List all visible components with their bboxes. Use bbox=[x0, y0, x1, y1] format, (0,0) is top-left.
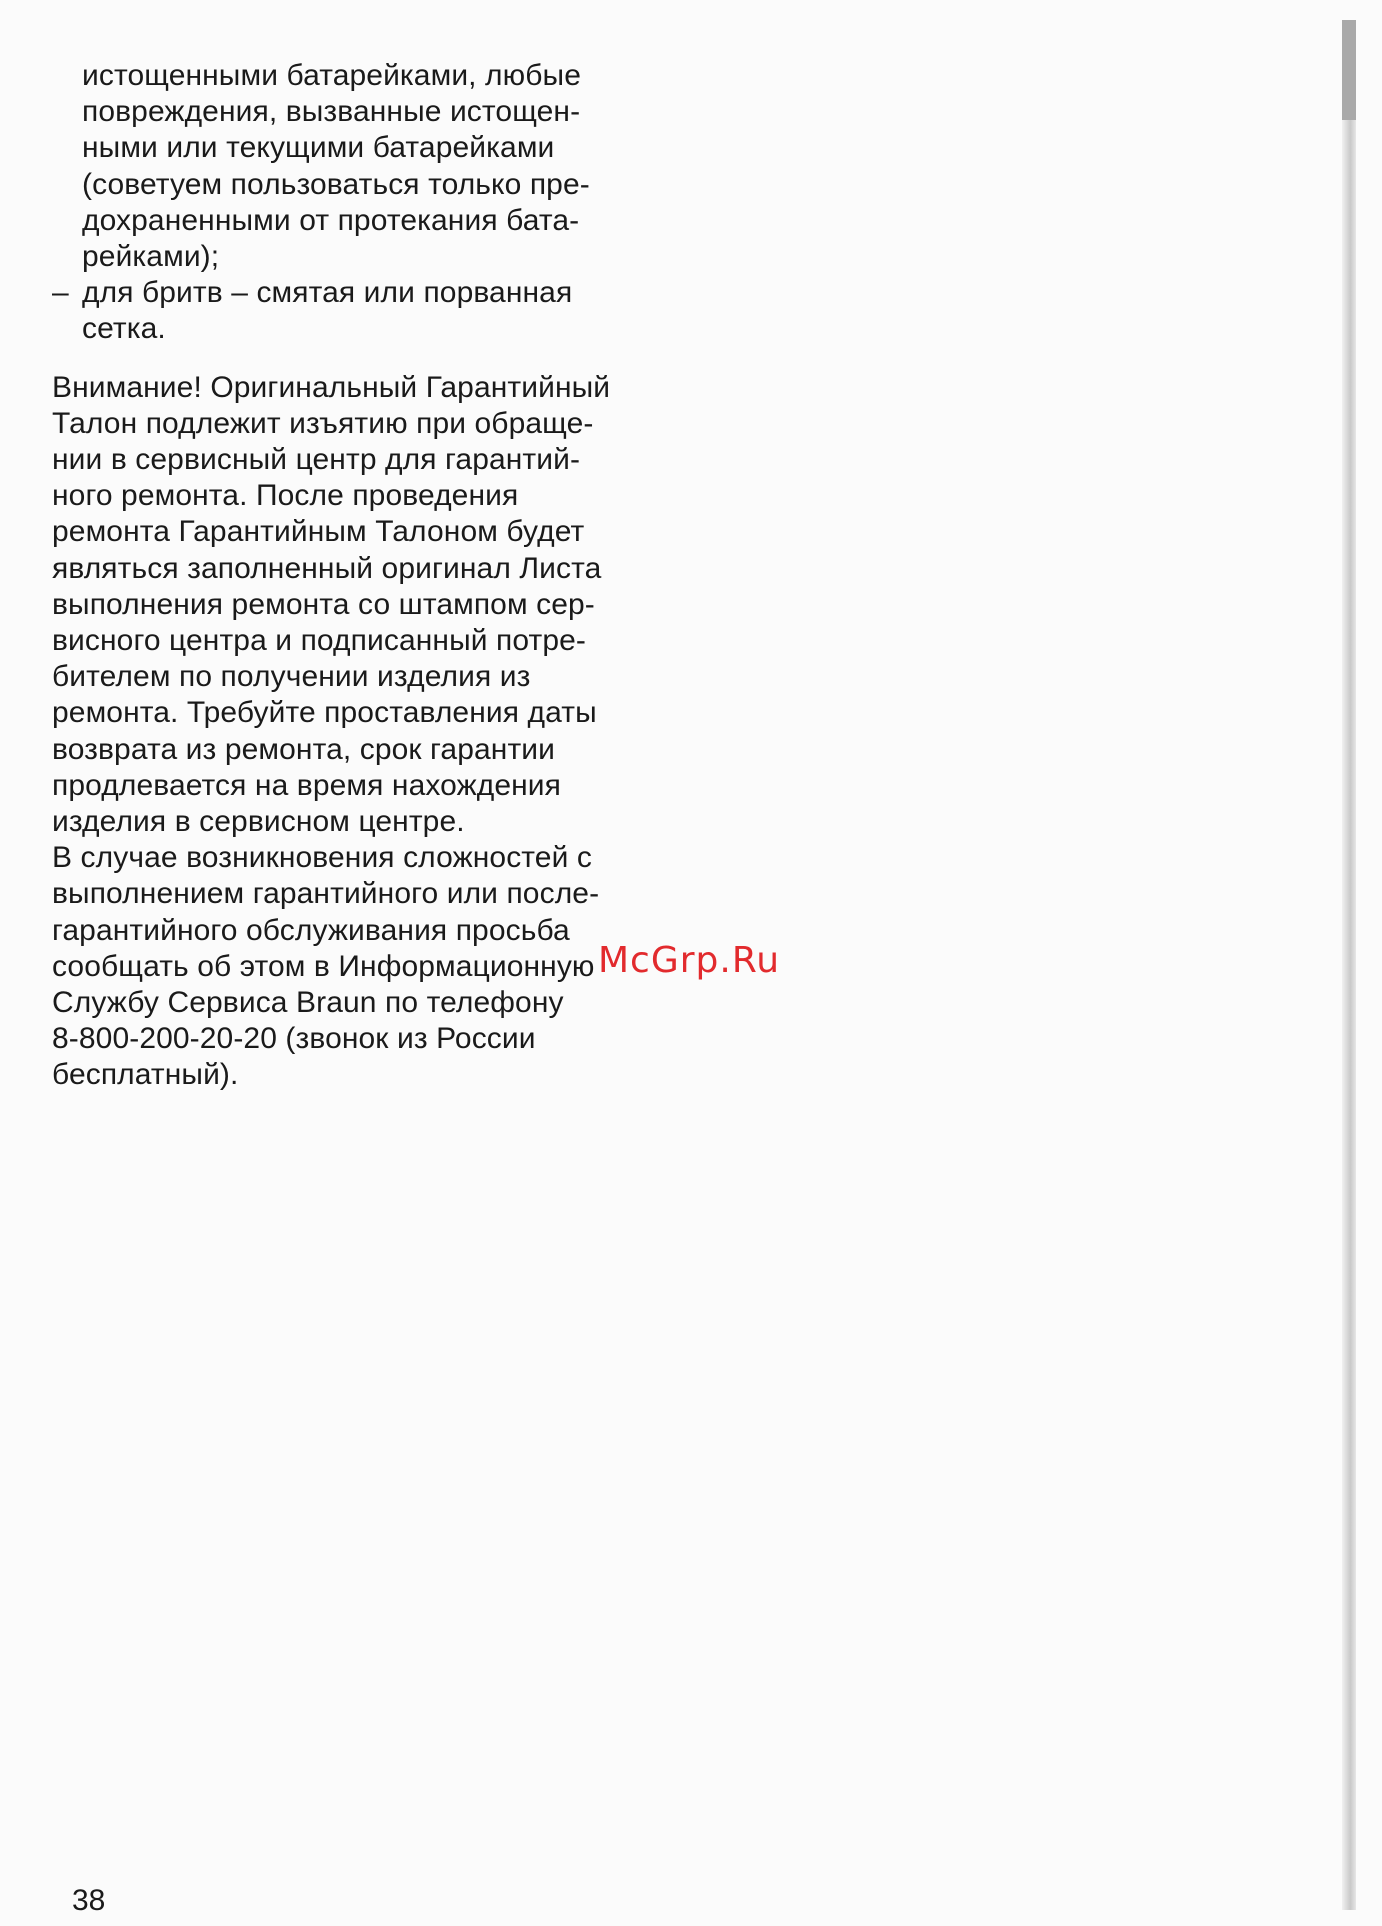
text-line: ремонта. Требуйте проставления даты bbox=[52, 696, 597, 730]
text-line: Талон подлежит изъятию при обраще- bbox=[52, 406, 594, 440]
text-line: бесплатный). bbox=[52, 1058, 239, 1092]
text-line: ного ремонта. После проведения bbox=[52, 479, 519, 513]
text-line: 8-800-200-20-20 (звонок из России bbox=[52, 1022, 536, 1056]
page-number: 38 bbox=[72, 1884, 106, 1917]
text-line: возврата из ремонта, срок гарантии bbox=[52, 732, 556, 766]
page-edge-shadow bbox=[1342, 20, 1356, 1910]
text-line: истощенными батарейками, любые bbox=[82, 59, 581, 92]
paragraph-gap bbox=[52, 348, 692, 370]
text-line: Службу Сервиса Braun по телефону bbox=[52, 986, 564, 1020]
text-line: нии в сервисный центр для гарантий- bbox=[52, 443, 581, 477]
text-line: изделия в сервисном центре. bbox=[52, 805, 465, 839]
text-line: гарантийного обслуживания просьба bbox=[52, 913, 570, 947]
text-line: дохраненными от протекания бата- bbox=[82, 203, 580, 237]
page-edge-dark bbox=[1342, 20, 1356, 120]
text-line: ремонта Гарантийным Талоном будет bbox=[52, 515, 585, 549]
list-item-first-line bbox=[52, 275, 692, 311]
watermark: McGrp.Ru bbox=[598, 940, 781, 981]
text-line: рейками); bbox=[82, 240, 220, 274]
list-dash: – bbox=[52, 276, 69, 310]
text-column bbox=[52, 58, 692, 1094]
text-line: продлевается на время нахождения bbox=[52, 768, 561, 802]
text-line: В случае возникновения сложностей с bbox=[52, 841, 592, 875]
text-line: бителем по получении изделия из bbox=[52, 660, 531, 694]
text-line: выполнения ремонта со штампом сер- bbox=[52, 587, 595, 621]
text-line: повреждения, вызванные истощен- bbox=[82, 95, 581, 129]
text-line: являться заполненный оригинал Листа bbox=[52, 551, 602, 585]
text-line: висного центра и подписанный потре- bbox=[52, 624, 587, 658]
text-line: Внимание! Оригинальный Гарантийный bbox=[52, 370, 611, 404]
text-line: ными или текущими батарейками bbox=[82, 131, 555, 165]
list-item bbox=[52, 275, 692, 347]
text-line: (советуем пользоваться только пре- bbox=[82, 167, 590, 201]
text-line: сообщать об этом в Информационную bbox=[52, 949, 595, 983]
text-line: для бритв – смятая или порванная bbox=[82, 276, 573, 310]
text-line: сетка. bbox=[82, 312, 166, 346]
continuation-paragraph bbox=[52, 58, 692, 275]
warning-paragraph bbox=[52, 370, 692, 1094]
text-line: выполнением гарантийного или после- bbox=[52, 877, 600, 911]
